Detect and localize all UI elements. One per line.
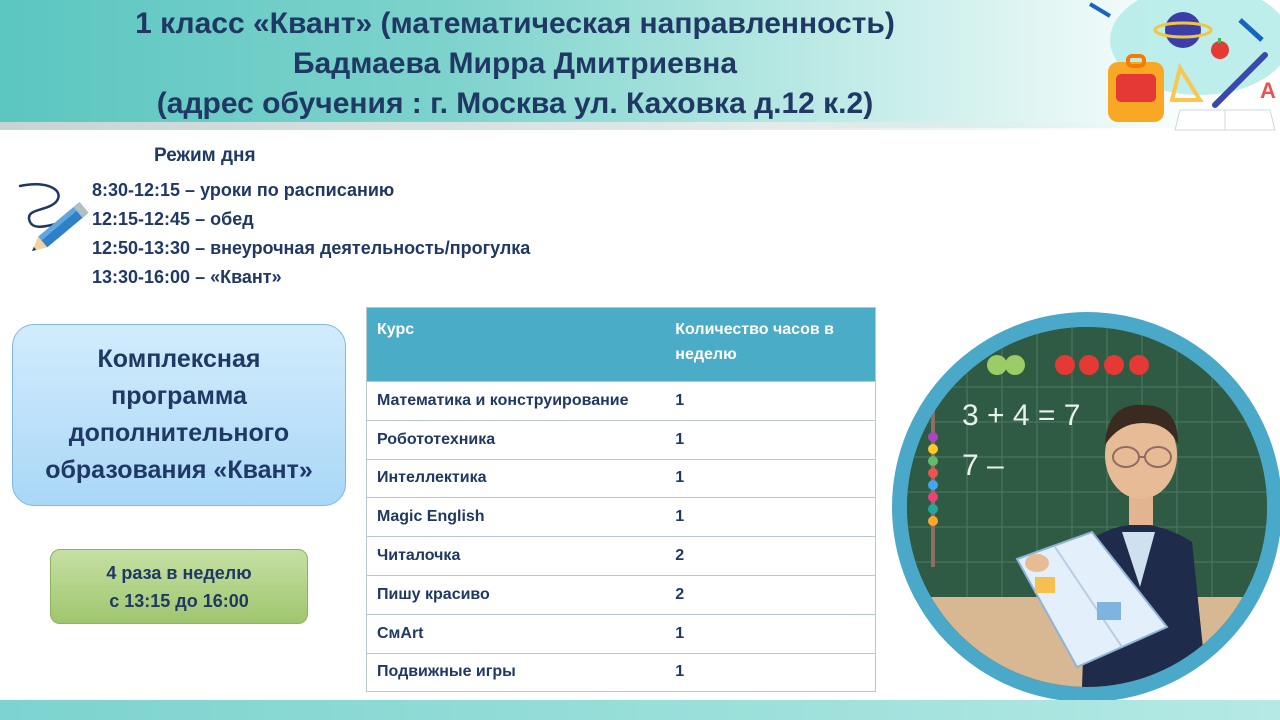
schedule-time: с 13:15 до 16:00	[109, 590, 249, 611]
column-header-hours: Количество часов в неделю	[665, 308, 875, 382]
regime-list	[92, 176, 530, 292]
board-equation-partial: 7 –	[962, 449, 1004, 482]
course-hours: 1	[665, 420, 875, 459]
course-hours: 1	[665, 459, 875, 498]
title-line-class: 1 класс «Квант» (математическая направленность)	[135, 7, 895, 40]
course-name: Читалочка	[367, 537, 666, 576]
school-supplies-illustration	[1080, 0, 1280, 160]
table-row	[367, 420, 876, 459]
course-hours: 2	[665, 575, 875, 614]
column-header-course: Курс	[367, 308, 666, 382]
board-equation: 3 + 4 = 7	[962, 399, 1081, 432]
title-line-student: Бадмаева Мирра Дмитриевна	[292, 47, 738, 80]
title-line-address: (адрес обучения : г. Москва ул. Каховка д.12 к.2)	[156, 87, 874, 120]
course-name: Математика и конструирование	[367, 382, 666, 421]
table-row	[367, 382, 876, 421]
pencil-icon	[16, 178, 98, 258]
program-line: программа	[111, 382, 247, 410]
regime-title: Режим дня	[154, 145, 256, 166]
table-header-row	[367, 308, 876, 382]
table-row	[367, 614, 876, 653]
regime-item: 8:30-12:15 – уроки по расписанию	[92, 180, 395, 200]
student-photo	[907, 327, 1267, 687]
table-row	[367, 653, 876, 692]
regime-item: 12:50-13:30 – внеурочная деятельность/прогулка	[92, 238, 531, 258]
program-line: дополнительного	[68, 419, 290, 447]
course-hours: 1	[665, 498, 875, 537]
course-name: Робототехника	[367, 420, 666, 459]
schedule-box	[50, 549, 308, 624]
course-name: Подвижные игры	[367, 653, 666, 692]
regime-item: 12:15-12:45 – обед	[92, 209, 254, 229]
course-name: Пишу красиво	[367, 575, 666, 614]
course-hours: 1	[665, 382, 875, 421]
course-name: СмArt	[367, 614, 666, 653]
table-row	[367, 575, 876, 614]
course-name: Интеллектика	[367, 459, 666, 498]
page-title	[0, 4, 1030, 124]
regime-item: 13:30-16:00 – «Квант»	[92, 267, 282, 287]
table-row	[367, 498, 876, 537]
svg-text:A: A	[1260, 78, 1276, 103]
program-line: Комплексная	[97, 345, 261, 373]
classroom-photo-illustration	[907, 327, 1267, 687]
program-title-box	[12, 324, 346, 506]
footer-band	[0, 700, 1280, 720]
course-table	[366, 307, 876, 692]
course-hours: 2	[665, 537, 875, 576]
program-line: образования «Квант»	[45, 456, 313, 484]
course-hours: 1	[665, 614, 875, 653]
course-name: Magic English	[367, 498, 666, 537]
schedule-frequency: 4 раза в неделю	[106, 562, 252, 583]
table-row	[367, 459, 876, 498]
course-hours: 1	[665, 653, 875, 692]
table-row	[367, 537, 876, 576]
